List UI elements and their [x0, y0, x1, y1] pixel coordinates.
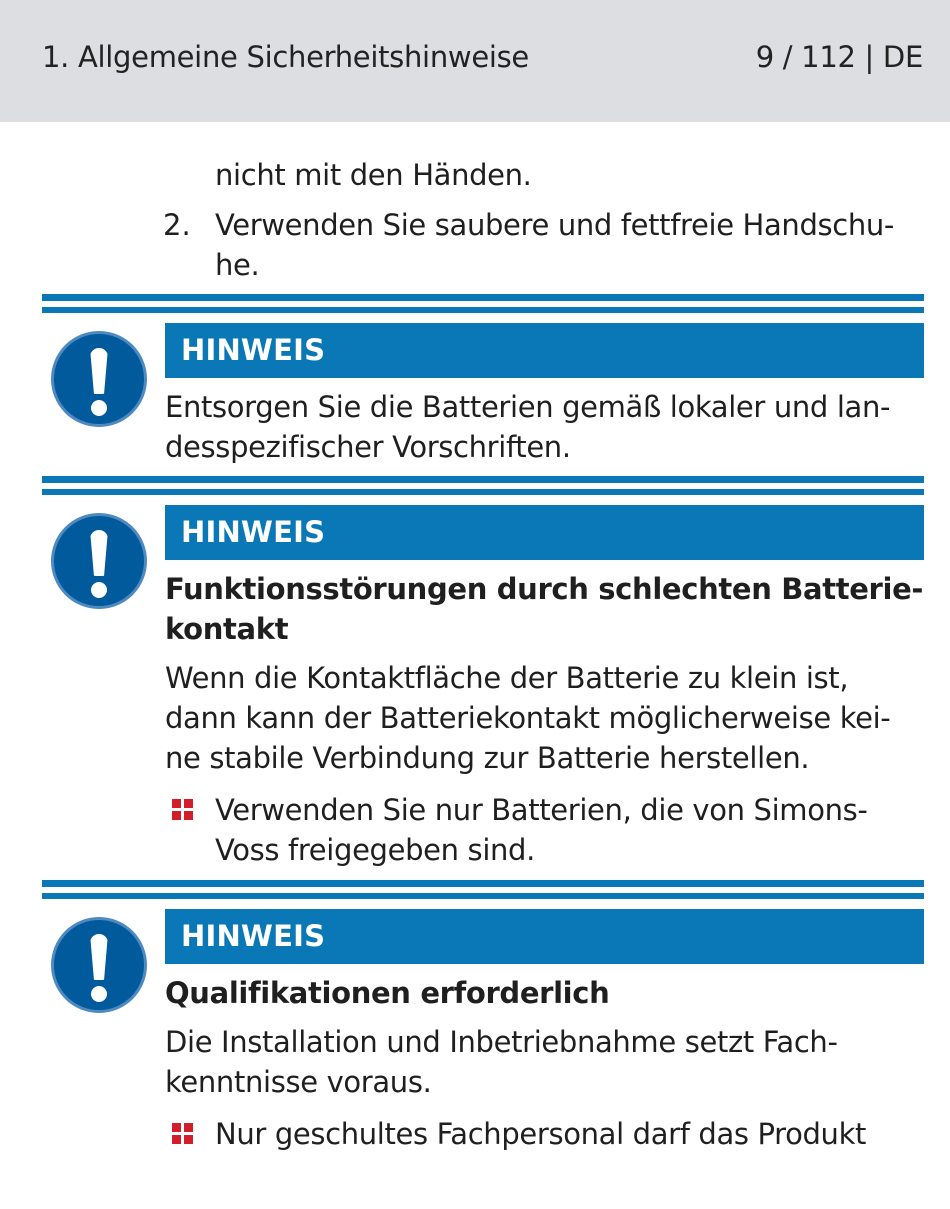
- notice-text: ne stabile Verbindung zur Batterie herstellen.: [165, 741, 810, 775]
- notice-text: kenntnisse voraus.: [165, 1065, 432, 1099]
- list-item-text: he.: [215, 248, 260, 282]
- notice-text: Wenn die Kontaktfläche der Batterie zu klein ist,: [165, 661, 849, 695]
- exclamation-icon: [51, 917, 147, 1013]
- notice-label: HINWEIS: [165, 323, 924, 378]
- notice-separator: [42, 294, 924, 314]
- section-title: 1. Allgemeine Sicherheitshinweise: [42, 40, 529, 74]
- bullet-text: Nur geschultes Fachpersonal darf das Produkt: [215, 1117, 867, 1151]
- notice-text: Entsorgen Sie die Batterien gemäß lokaler und lan-: [165, 390, 891, 424]
- notice-heading: Funktionsstörungen durch schlechten Batterie-: [165, 572, 924, 606]
- list-item-continuation: nicht mit den Händen.: [215, 158, 532, 192]
- notice-text: dann kann der Batteriekontakt möglicherweise kei-: [165, 701, 891, 735]
- page-header: [0, 0, 950, 122]
- notice-separator: [42, 880, 924, 900]
- notice-text: desspezifischer Vorschriften.: [165, 430, 571, 464]
- notice-label: HINWEIS: [165, 909, 924, 964]
- notice-heading: Qualifikationen erforderlich: [165, 976, 610, 1010]
- notice-label: HINWEIS: [165, 505, 924, 560]
- page-number: 9 / 112 | DE: [755, 40, 923, 74]
- bullet-icon: [172, 1123, 194, 1145]
- exclamation-icon: [51, 513, 147, 609]
- bullet-text: Verwenden Sie nur Batterien, die von Simons-: [215, 793, 868, 827]
- list-item-text: Verwenden Sie saubere und fettfreie Handschu-: [215, 208, 895, 242]
- bullet-icon: [172, 799, 194, 821]
- list-item-number: 2.: [163, 208, 191, 242]
- bullet-text: Voss freigegeben sind.: [215, 833, 535, 867]
- notice-heading: kontakt: [165, 612, 289, 646]
- exclamation-icon: [51, 331, 147, 427]
- notice-text: Die Installation und Inbetriebnahme setzt Fach-: [165, 1025, 838, 1059]
- notice-separator: [42, 476, 924, 496]
